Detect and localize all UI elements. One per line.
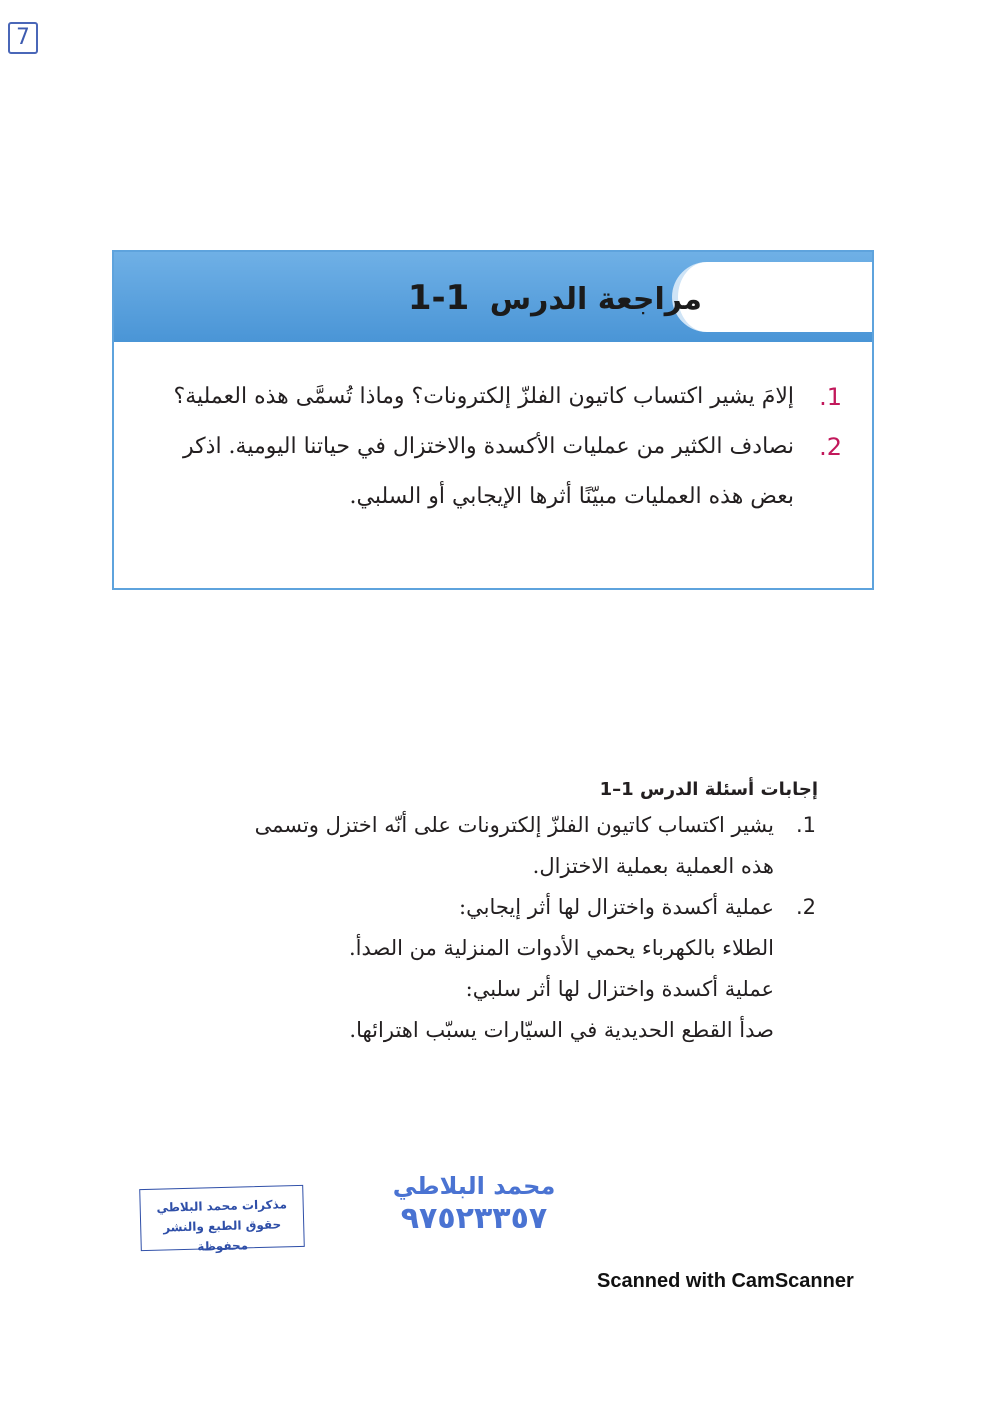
answer-item xyxy=(150,805,830,887)
answer-line: عملية أكسدة واختزال لها أثر إيجابي: xyxy=(459,895,774,919)
answer-number: 2. xyxy=(795,895,816,919)
answer-line: الطلاء بالكهرباء يحمي الأدوات المنزلية من الصدأ. xyxy=(349,936,774,960)
answer-item xyxy=(150,887,830,1051)
review-title-text: مراجعة الدرس xyxy=(489,282,702,317)
review-question xyxy=(144,372,842,422)
stamp-line: حقوق الطبع والنشر محفوظة xyxy=(163,1217,282,1254)
copyright-stamp xyxy=(139,1185,305,1254)
answer-line: يشير اكتساب كاتيون الفلزّ إلكترونات على أنّه اختزل وتسمى xyxy=(254,813,774,837)
lesson-review-box xyxy=(112,250,874,590)
answer-line: هذه العملية بعملية الاختزال. xyxy=(532,854,774,878)
question-number: 2. xyxy=(819,433,842,461)
stamp-line: مذكرات محمد البلاطي xyxy=(156,1197,288,1215)
page-number: 7 xyxy=(8,22,38,54)
review-title xyxy=(408,278,702,318)
answer-line: صدأ القطع الحديدية في السيّارات يسبّب اهترائها. xyxy=(349,1018,774,1042)
answers-section xyxy=(150,775,830,1051)
question-text: إلامَ يشير اكتساب كاتيون الفلزّ إلكترونات؟ وماذا تُسمَّى هذه العملية؟ xyxy=(173,384,794,409)
answer-number: 1. xyxy=(795,813,816,837)
review-header-tab-decoration xyxy=(672,262,872,332)
signature-phone: ٩٧٥٢٣٣٥٧ xyxy=(400,1201,548,1236)
review-questions xyxy=(144,372,842,522)
question-text: نصادف الكثير من عمليات الأكسدة والاختزال في حياتنا اليومية. اذكر بعض هذه العمليات مبيّنًا أثرها الإيجابي أو السلبي. xyxy=(183,434,794,509)
review-header xyxy=(114,252,872,342)
answers-title: إجابات أسئلة الدرس 1–1 xyxy=(599,779,818,800)
author-signature xyxy=(384,1170,564,1236)
scanner-watermark: Scanned with CamScanner xyxy=(597,1270,854,1292)
review-title-number: 1-1 xyxy=(407,278,470,318)
question-number: 1. xyxy=(819,383,842,411)
review-question xyxy=(144,422,842,522)
answer-line: عملية أكسدة واختزال لها أثر سلبي: xyxy=(465,977,774,1001)
signature-name: محمد البلاطي xyxy=(392,1172,556,1200)
